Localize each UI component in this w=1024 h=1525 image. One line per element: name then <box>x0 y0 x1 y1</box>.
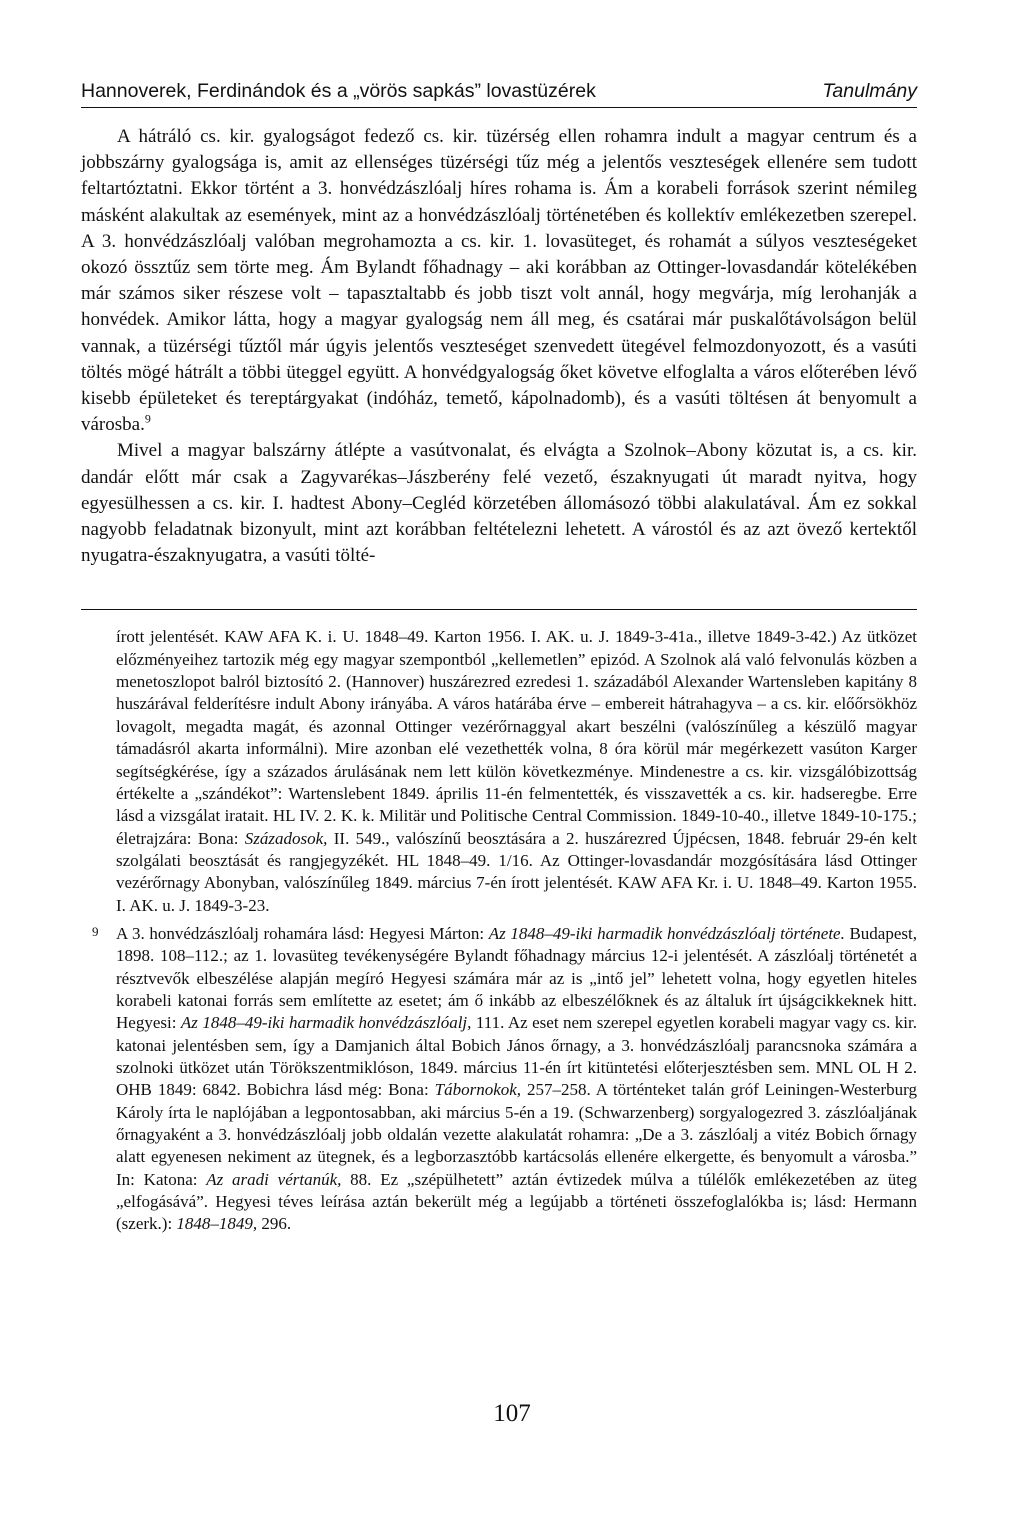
footnote-9-italic-2: Az 1848–49-iki harmadik honvédzászlóalj, <box>180 1013 472 1033</box>
paragraph-1-text: A hátráló cs. kir. gyalogságot fedező cs. kir. tüzérség ellen rohamra indult a magyar centrum és a jobbszárny gyalogsága is, amit az ellenséges tüzérségi tűz még a jelentős veszteségek ellenére sem tudott feltartóztatni. Ekkor történt a 3. honvédzászlóalj híres rohama is. Ám a korabeli források szerint némileg másként alakultak az események, mint az a honvédzászlóalj történetében és kollektív emlékezetben szerepel. A 3. honvédzászlóalj valóban megrohamozta a cs. kir. 1. lovasüteget, és rohamát a súlyos veszteségeket okozó össztűz sem törte meg. Ám Bylandt főhadnagy – aki korábban az Ottinger-lovasdandár kötelékében már számos siker részese volt – tapasztaltabb és jobb tiszt volt annál, hogy megvárja, míg lerohanják a honvédek. Amikor látta, hogy a magyar gyalogság nem áll meg, és csatárai már puskalőtávolságon belül vannak, a tüzérségi tűztől már úgyis jelentős veszteséget szenvedett ütegével felmozdonyozott, és a vasúti töltés mögé hátrált a többi üteggel együtt. A honvédgyalogság őket követve elfoglalta a város előterében lévő kisebb épületeket és tereptárgyakat (indóház, temető, kápolnadomb), és a vasúti töltésen át benyomult a városba. <box>81 126 917 436</box>
footnote-continuation-italic-1: Századosok, <box>244 828 328 848</box>
footnote-9 <box>92 923 917 1236</box>
footnote-9-text-c: 111. Az eset nem szerepel egyetlen korabeli magyar vagy cs. kir. katonai jelentésben sem, így a Damjanich által Bobich János őrnagy, a 3. honvédzászlóalj parancsnoka számára a szolnoki ütközet után Törökszentmiklóson, 1849. március 11-én írt kitüntetési előterjesztésben sem. MNL OL H 2. OHB 1849: 6842. Bobichra lásd még: Bona: <box>116 1013 917 1100</box>
paragraph-1 <box>81 124 917 438</box>
footnote-continuation-text-b: II. 549., valószínű beosztására a 2. huszárezred Újpécsen, 1848. február 29-én kelt szolgálati beosztását és rangjegyzékét. HL 1848–49. 1/16. Az Ottinger-lovasdandár mozgósítására lásd Ottinger vezérőrnagy Abonyban, valószínűleg 1849. március 7-én írott jelentését. KAW AFA Kr. i. U. 1848–49. Karton 1955. I. AK. u. J. 1849-3-23. <box>116 828 917 915</box>
footnote-rule <box>81 609 917 610</box>
footnote-9-italic-3: Tábornokok, <box>434 1080 522 1100</box>
page <box>81 80 917 1236</box>
running-head <box>81 80 917 108</box>
page-number: 107 <box>493 1400 531 1427</box>
footnote-9-text-d: 257–258. A történteket talán gróf Leiningen-Westerburg Károly írta le naplójában a legpontosabban, aki március 5-én a 19. (Schwarzenberg) sorgyalogezred 3. zászlóaljának őrnagyaként a 3. honvédzászlóalj jobb oldalán vezette alakulatát rohamra: „De a 3. zászlóalj a vitéz Bobich őrnagy alatt egyenesen nekiment az ütegnek, és a legborzasztóbb kartácsolás ellenére elkergette, és benyomult a városba.” In: Katona: <box>116 1080 917 1189</box>
footnote-9-text-e: 88. Ez „szépülhetett” aztán évtizedek múlva a túlélők emlékezetében az üteg „elfogásává”. Hegyesi téves leírása aztán bekerült még a legújabb a történeti összefoglalókba is; lásd: Hermann (szerk.): <box>116 1169 917 1234</box>
footnote-9-text-b: Budapest, 1898. 108–112.; az 1. lovasüteg tevékenységére Bylandt főhadnagy március 12-i jelentését. A zászlóalj történetét a résztvevők elbeszélése alapján megíró Hegyesi számára már az is „intő jel” lehetett volna, hogy egyetlen hiteles korabeli katonai forrás sem említette az esetet; ám ő inkább az elbeszélőknek és az általuk írt újságcikkeknek hitt. Hegyesi: <box>116 923 917 1033</box>
footnote-9-italic-5: 1848–1849, <box>176 1214 258 1234</box>
footnote-9-italic-1: Az 1848–49-iki harmadik honvédzászlóalj története. <box>488 923 845 943</box>
paragraph-2: Mivel a magyar balszárny átlépte a vasútvonalat, és elvágta a Szolnok–Abony közutat is, a cs. kir. dandár előtt már csak a Zagyvarékas–Jászberény felé vezető, északnyugati út maradt nyitva, hogy egyesülhessen a cs. kir. I. hadtest Abony–Cegléd körzetében állomásozó többi alakulatával. Ám ez sokkal nagyobb feladatnak bizonyult, mint azt korábban feltételezni lehetett. A várostól és az azt övező kertektől nyugatra-északnyugatra, a vasúti tölté- <box>81 440 917 567</box>
footnote-9-italic-4: Az aradi vértanúk, <box>206 1169 342 1189</box>
footnote-ref-9[interactable]: 9 <box>144 411 151 426</box>
footnote-continuation-text-a: írott jelentését. KAW AFA K. i. U. 1848–49. Karton 1956. I. AK. u. J. 1849-3-41a., illetve 1849-3-42.) Az ütközet előzményeihez tartozik még egy magyar szempontból „kellemetlen” epizód. A Szolnok alá való felvonulás közben a menetoszlopot balról biztosító 2. (Hannover) huszárezred ezredesi 1. századából Alexander Wartensleben kapitány 8 huszárával felderítésre indult Abony irányába. A város határába érve – embereit hátrahagyva – a cs. kir. előőrsökhöz lovagolt, megadta magát, és azonnal Ottinger vezérőrnaggyal akart beszélni (valószínűleg a készülő magyar támadásról akarta informálni). Mire azonban elé vezethették volna, 8 óra körül már megérkezett vasúton Karger segítségkérése, így a százados árulásának nem lett külön következménye. Mindenestre a cs. kir. vizsgálóbizottság értékelte a „szándékot”: Wartenslebent 1849. április 11-én felmentették, és visszavették a cs. kir. hadseregbe. Erre lásd a vizsgálat iratait. HL IV. 2. K. k. Militär und Politische Central Commission. 1849-10-40., illetve 1849-10-175.; életrajzára: Bona: <box>116 627 917 848</box>
footnote-continuation <box>116 626 917 916</box>
footnote-9-text-a: A 3. honvédzászlóalj rohamára lásd: Hegyesi Márton: <box>116 923 489 943</box>
main-text <box>81 124 917 569</box>
footnote-9-text-f: 296. <box>257 1214 292 1234</box>
footnote-9-mark: 9 <box>92 923 99 939</box>
running-head-title: Hannoverek, Ferdinándok és a „vörös sapkás” lovastüzérek <box>81 80 596 102</box>
running-head-section: Tanulmány <box>822 80 917 102</box>
footnotes <box>81 626 917 1235</box>
